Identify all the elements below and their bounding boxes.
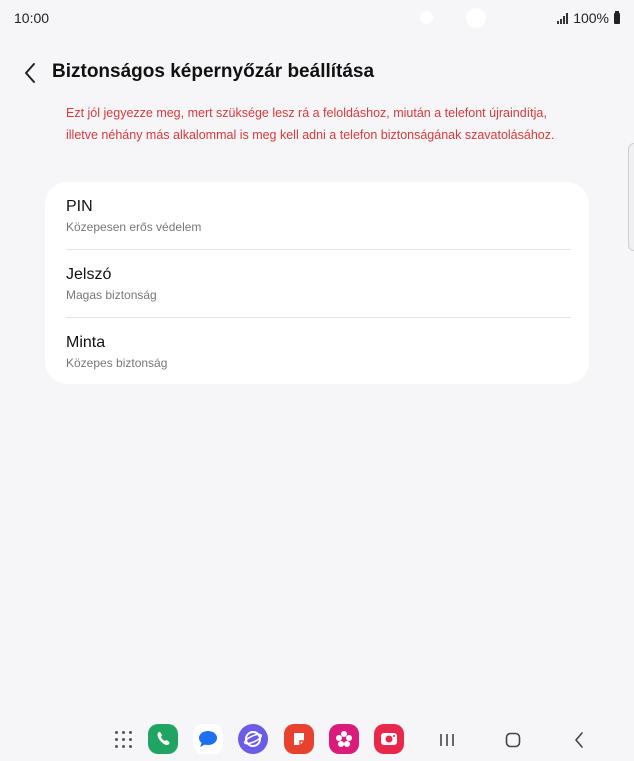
lock-type-list	[45, 182, 589, 384]
back-button[interactable]	[16, 58, 44, 88]
status-time: 10:00	[14, 10, 50, 26]
app-bar	[0, 56, 634, 90]
message-icon[interactable]	[193, 724, 223, 754]
notes-icon[interactable]	[284, 724, 314, 754]
page-title: Biztonságos képernyőzár beállítása	[52, 61, 375, 82]
bottom-navigation	[0, 715, 634, 761]
status-indicators	[557, 10, 620, 26]
internet-icon[interactable]	[238, 724, 268, 754]
option-subtitle: Közepesen erős védelem	[66, 220, 202, 234]
option-pin[interactable]	[45, 182, 589, 250]
phone-icon[interactable]	[148, 724, 178, 754]
home-icon[interactable]	[502, 729, 524, 751]
option-pattern[interactable]	[45, 318, 589, 384]
option-password[interactable]	[45, 250, 589, 318]
chevron-left-icon	[23, 62, 37, 84]
option-title: Jelszó	[66, 266, 112, 283]
status-bar	[0, 0, 634, 36]
option-title: PIN	[66, 198, 93, 215]
option-subtitle: Magas biztonság	[66, 288, 157, 302]
apps-grid-icon[interactable]	[115, 731, 133, 749]
front-camera-dot-large	[466, 8, 486, 28]
gallery-icon[interactable]	[329, 724, 359, 754]
front-camera-dot	[420, 11, 433, 24]
battery-percentage: 100%	[573, 10, 609, 26]
recents-icon[interactable]	[436, 729, 458, 751]
back-icon[interactable]	[568, 729, 590, 751]
option-title: Minta	[66, 334, 106, 351]
warning-message: Ezt jól jegyezze meg, mert szüksége lesz rá a feloldáshoz, miután a telefont újraindítja, illetve néhány más alkalommal is meg kell adni a telefon biztonságának szavatolásához.	[66, 106, 555, 142]
battery-icon	[614, 13, 620, 24]
signal-icon	[557, 13, 568, 24]
option-subtitle: Közepes biztonság	[66, 356, 168, 370]
edge-panel-handle[interactable]	[628, 143, 634, 251]
camera-icon[interactable]	[374, 724, 404, 754]
